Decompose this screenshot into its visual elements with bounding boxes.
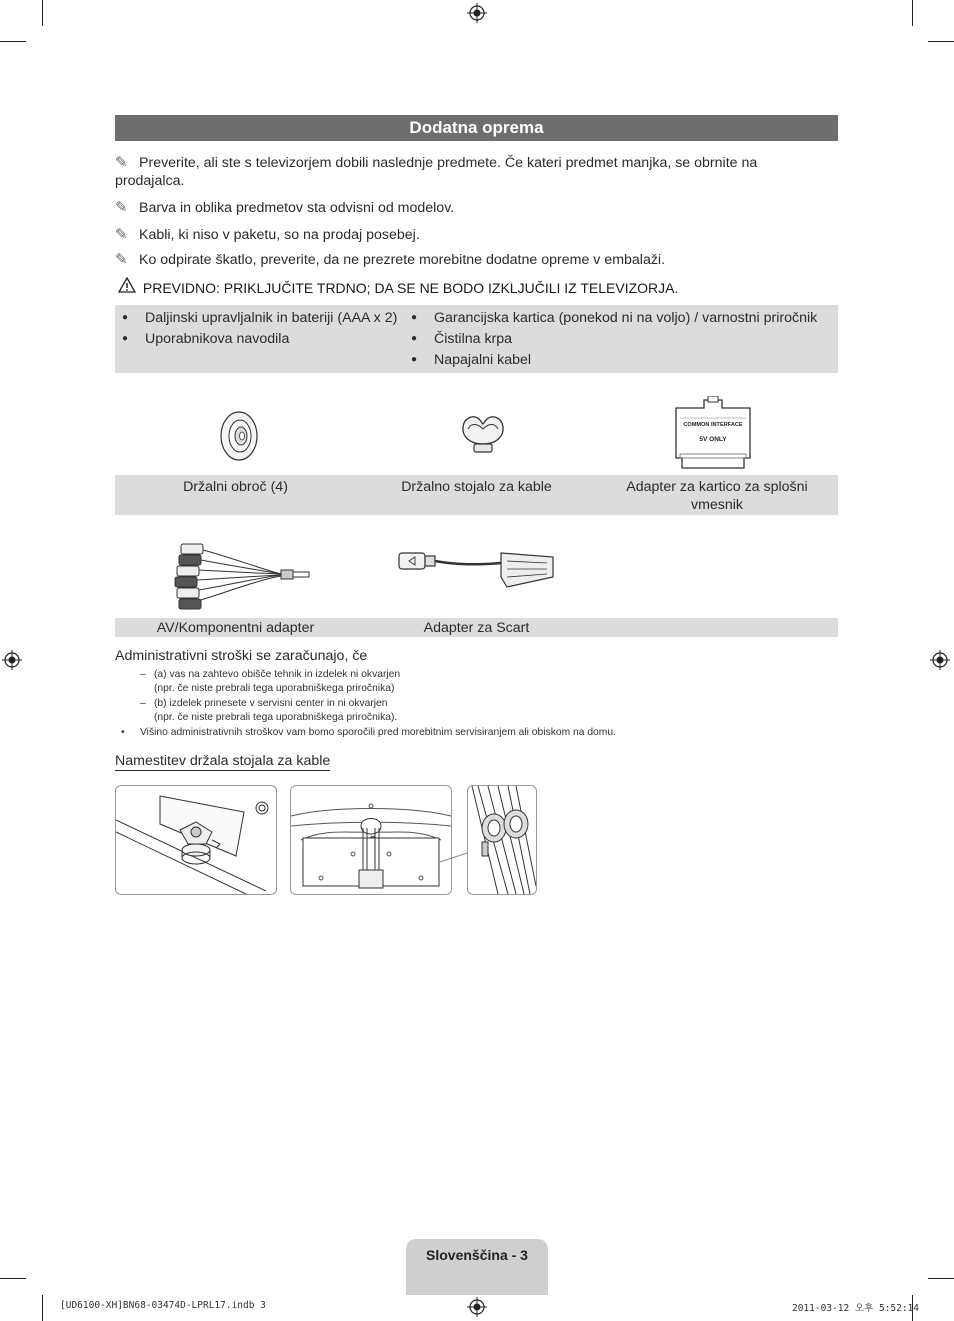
- cable-holder-closeup-illustration: [468, 786, 536, 894]
- crop-mark: [0, 1278, 26, 1279]
- crop-mark: [928, 1278, 954, 1279]
- warning-icon: [115, 277, 139, 293]
- install-step-panel: [115, 785, 277, 895]
- list-item: Garancijska kartica (ponekod ni na voljo) / varnostni priročnik: [434, 310, 818, 326]
- av-component-adapter-icon: [163, 538, 313, 612]
- note-item: ✎ Kabli, ki niso v paketu, so na prodaj posebej.: [115, 226, 420, 243]
- note-item: ✎ Barva in oblika predmetov sta odvisni od modelov.: [115, 199, 455, 216]
- note-item: ✎ Preverite, ali ste s televizorjem dobili naslednje predmete. Če kateri predmet manjka, se obrnite na prodajalca.: [115, 154, 758, 189]
- cable-routing-illustration: [291, 786, 451, 894]
- accessory-caption-row: [115, 618, 838, 637]
- print-slug-file: [UD6100-XH]BN68-03474D-LPRL17.indb 3: [60, 1300, 266, 1311]
- admin-costs-line: (a) vas na zahtevo obišče tehnik in izdelek ni okvarjen: [154, 669, 401, 680]
- admin-costs-intro: Administrativni stroški se zaračunajo, če: [115, 648, 368, 664]
- cable-holder-icon: [459, 410, 507, 456]
- list-item: Napajalni kabel: [434, 352, 532, 368]
- caution-note: PREVIDNO: PRIKLJUČITE TRDNO; DA SE NE BODO IZKLJUČILI IZ TELEVIZORJA.: [115, 277, 678, 296]
- svg-text:COMMON INTERFACE: COMMON INTERFACE: [683, 422, 743, 428]
- accessory-caption: Adapter za kartico za splošni vmesnik: [626, 479, 808, 513]
- section-title: Dodatna oprema: [115, 115, 838, 141]
- accessory-caption: AV/Komponentni adapter: [156, 620, 315, 636]
- crop-mark: [42, 0, 43, 26]
- print-slug-date: 2011-03-12 오후 5:52:14: [792, 1303, 920, 1314]
- install-step-panel: [467, 785, 537, 895]
- admin-costs-line: (npr. če niste prebrali tega uporabniškega priročnika).: [154, 712, 398, 723]
- crop-mark: [42, 1295, 43, 1321]
- crop-mark: [912, 0, 913, 26]
- crop-mark: [928, 41, 954, 42]
- note-item: ✎ Ko odpirate škatlo, preverite, da ne prezrete morebitne dodatne opreme v embalaži.: [115, 251, 666, 268]
- pencil-icon: ✎: [115, 199, 128, 216]
- list-item: Daljinski upravljalnik in bateriji (AAA x 2): [145, 310, 398, 326]
- stand-mount-illustration: [116, 786, 276, 894]
- pencil-icon: ✎: [115, 226, 128, 243]
- accessory-caption-row: [115, 475, 838, 515]
- list-item: Čistilna krpa: [434, 331, 513, 347]
- pencil-icon: ✎: [115, 154, 128, 171]
- holder-ring-icon: [218, 410, 260, 462]
- registration-mark-icon: [467, 3, 487, 23]
- admin-costs-line: Višino administrativnih stroškov vam bomo sporočili pred morebitnim servisiranjem ali obiskom na domu.: [140, 727, 616, 738]
- registration-mark-icon: [930, 650, 950, 670]
- svg-text:5V ONLY: 5V ONLY: [699, 436, 727, 443]
- admin-costs-line: (npr. če niste prebrali tega uporabniškega priročnika): [154, 683, 395, 694]
- registration-mark-icon: [467, 1297, 487, 1317]
- items-list: ● Daljinski upravljalnik in bateriji (AAA x 2) ● Uporabnikova navodila ● Garancijska kartica (ponekod ni na voljo) / varnostni priročnik ● Čistilna krpa ● Napajalni kabel: [115, 305, 838, 373]
- accessory-caption: Držalno stojalo za kable: [401, 479, 552, 495]
- accessory-caption: Držalni obroč (4): [183, 479, 288, 495]
- page-number: Slovenščina - 3: [426, 1247, 528, 1263]
- scart-adapter-icon: [397, 547, 557, 591]
- install-step-panel: [290, 785, 452, 895]
- ci-card-adapter-icon: [674, 396, 752, 470]
- crop-mark: [0, 41, 26, 42]
- accessory-caption: Adapter za Scart: [423, 620, 530, 636]
- pencil-icon: ✎: [115, 251, 128, 268]
- admin-costs-line: (b) izdelek prinesete v servisni center in ni okvarjen: [154, 698, 388, 709]
- list-item: Uporabnikova navodila: [145, 331, 290, 347]
- install-title: Namestitev držala stojala za kable: [115, 753, 331, 769]
- registration-mark-icon: [2, 650, 22, 670]
